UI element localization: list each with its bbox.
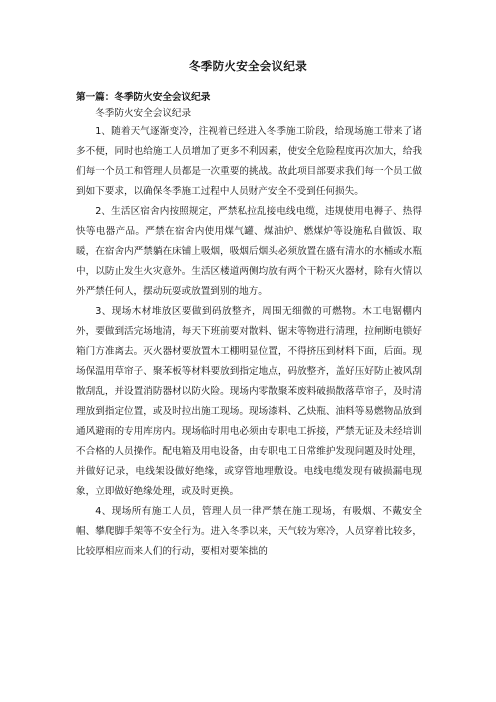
- section-subtitle: 冬季防火安全会议纪录: [95, 108, 192, 119]
- document-title: 冬季防火安全会议纪录: [189, 59, 307, 73]
- paragraph-2: 2、生活区宿舍内按照规定，严禁私拉乱接电线电缆，违规使用电褥子、热得快等电器产品。严禁在宿舍内使用煤气罐、煤油炉、燃煤炉等设施私自做饭、取暖，在宿舍内严禁躺在床铺上吸烟，吸烟后烟头必须放置在盛有清水的水桶或水瓶中，以防止发生火灾意外。生活区楼道两侧均放有两个干粉灭火器材，除有火情以外严禁任何人，摆动玩耍或放置到别的地方。: [76, 206, 422, 297]
- document-page: [74, 58, 422, 562]
- paragraph-3: 3、现场木材堆放区要做到码放整齐，周围无细微的可燃物。木工电锯棚内外，要做到活完场地清，每天下班前要对散料、锯末等物进行清理，拉闸断电锁好箱门方准离去。灭火器材要放置木工棚明显位置，不得挤压到材料下面，后面。现场保温用草帘子、聚苯板等材料要放到指定地点，码放整齐，盖好压好防止被风刮散刮乱，并设置消防器材以防火险。现场内零散聚苯废料破损散落草帘子，及时清理放到指定位置，或及时拉出施工现场。现场漆料、乙炔瓶、油料等易燃物品放到通风避雨的专用库房内。现场临时用电必须由专职电工拆接，严禁无证及未经培训不合格的人员操作。配电箱及用电设备，由专职电工日常维护发现问题及时处理，并做好记录，电线架设做好绝缘，或穿管地埋敷设。电线电缆发现有破损漏电现象，立即做好绝缘处理，或及时更换。: [76, 306, 422, 497]
- paragraph-4: 4、现场所有施工人员，管理人员一律严禁在施工现场，有吸烟、不戴安全帽、攀爬脚手架等不安全行为。进入冬季以来，天气较为寒冷，人员穿着比较多，比较厚相应而来人们的行动，要相对要笨拙的: [76, 506, 422, 557]
- paragraph-1: 1、随着天气逐渐变冷，注视着已经进入冬季施工阶段，给现场施工带来了诸多不便，同时也给施工人员增加了更多不利因素，使安全危险程度再次加大，给我们每一个员工和管理人员都是一次重要的挑战。故此项目部要求我们每一个员工做到如下要求，以确保冬季施工过程中人员财产安全不受到任何损失。: [76, 126, 422, 197]
- section-heading: 第一篇：冬季防火安全会议纪录: [76, 92, 211, 103]
